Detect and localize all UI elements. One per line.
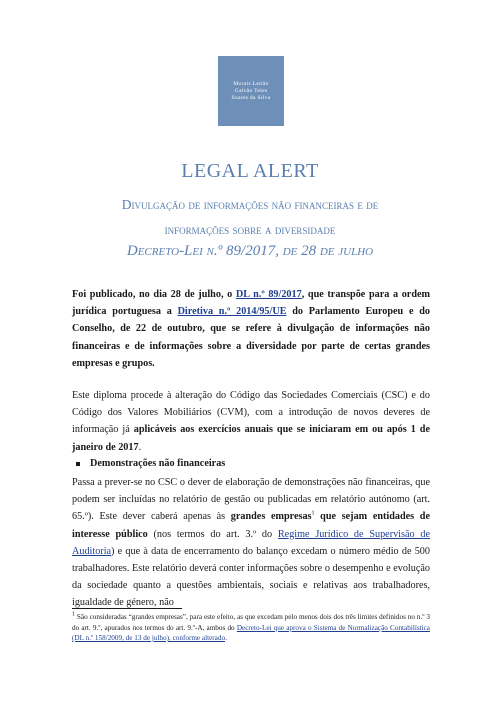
- non-financial-paragraph: [72, 474, 430, 612]
- intro-text-2: , que transpõe para a ordem jurídica portuguesa a: [72, 289, 430, 318]
- subtitle-line-1: Divulgação de informações não financeiras e de: [121, 197, 379, 212]
- amendment-paragraph: [72, 387, 430, 456]
- intro-text-1: Foi publicado, no dia 28 de julho, o: [72, 289, 236, 300]
- snc-decree-link[interactable]: Decreto-Lei que aprova o Sistema de Normalização Contabilística (DL n.º 158/2009, de 13 de julho), conforme alterado: [72, 623, 430, 642]
- nf-bold-2: que sejam entidades de interesse público: [72, 511, 430, 540]
- document-title: LEGAL ALERT: [181, 160, 319, 182]
- footnote-divider: [72, 608, 182, 609]
- footnote: [72, 612, 430, 644]
- section-heading-text: Demonstrações não financeiras: [90, 458, 226, 469]
- logo-line-2: Galvão Teles: [234, 87, 268, 94]
- amendment-bold-text: aplicáveis aos exercícios anuais que se iniciaram em ou após 1 de janeiro de 2017: [72, 424, 430, 453]
- footnote-text-1: São consideradas “grandes empresas”, para este efeito, as que excedam pelo menos dois dos três limites definidos no n.º 3 do art. 9.º, apurados nos termos do art. 9.º-A, ambos do: [72, 613, 430, 632]
- intro-text-3: do Parlamento Europeu e do Conselho, de 22 de outubro, que se refere à divulgação de informações não financeiras e de informações sobre a diversidade por parte de certas grandes empresas e grupos.: [72, 306, 430, 369]
- nf-bold-1: grandes empresas: [230, 511, 312, 523]
- amendment-text-2: .: [138, 441, 142, 453]
- amendment-text-1: Este diploma procede à alteração do Código das Sociedades Comerciais (CSC) e do Código dos Valores Mobiliários (CVM), com a introdução de novos deveres de informação já: [72, 390, 430, 436]
- nf-text-2: (nos termos do art. 3.º do: [147, 528, 278, 540]
- directive-2014-95-link[interactable]: Diretiva n.º 2014/95/UE: [177, 306, 287, 318]
- firm-logo: [218, 56, 284, 126]
- nf-text-3: ) e que à data de encerramento do balanço excedam o número médio de 500 trabalhadores. Este relatório deverá conter informações sobre o desempenho e evolução da sociedade quanto a questões ambientais, sociais e relativas aos trabalhadores, igualdade de género, não: [72, 545, 430, 609]
- intro-paragraph: [72, 286, 430, 372]
- decree-reference: Decreto-Lei n.º 89/2017, de 28 de julho: [126, 243, 374, 259]
- square-bullet-icon: [76, 462, 80, 466]
- document-subtitle: [0, 192, 500, 242]
- footnote-number: 1: [72, 611, 75, 618]
- footnote-ref[interactable]: 1: [311, 511, 315, 518]
- subtitle-line-2: informações sobre a diversidade: [164, 222, 336, 237]
- footnote-text-2: .: [225, 634, 227, 642]
- nf-text-1: Passa a prever-se no CSC o dever de elaboração de demonstrações não financeiras, que podem ser incluídas no relatório de gestão ou publicadas em relatório autónomo (art. 65.º). Este dever caberá apenas às: [72, 477, 430, 523]
- section-heading: [72, 458, 225, 469]
- dl-89-2017-link[interactable]: DL n.º 89/2017: [235, 289, 302, 300]
- logo-line-3: Soares da Silva: [231, 94, 271, 101]
- logo-line-1: Morais Leitão: [233, 80, 269, 87]
- audit-regime-link[interactable]: Regime Jurídico de Supervisão de Auditoria: [72, 528, 430, 557]
